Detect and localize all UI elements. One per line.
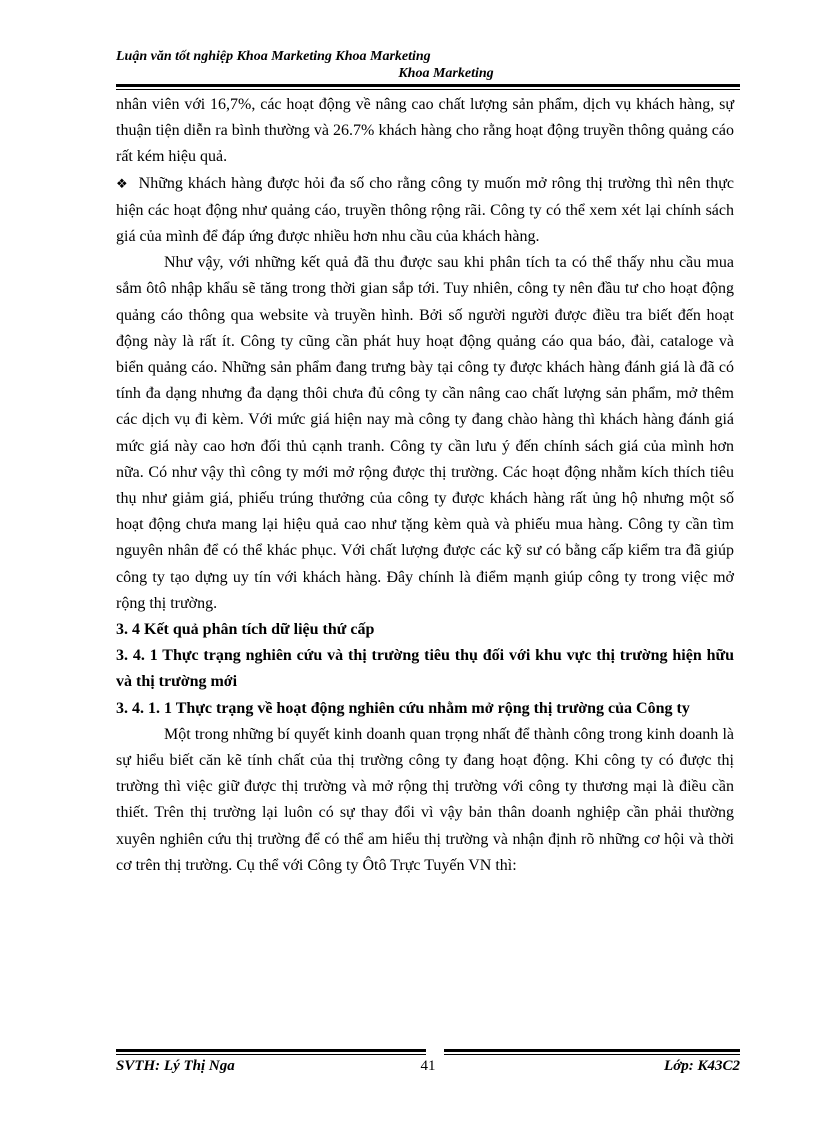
footer-rule-left [116,1049,426,1052]
diamond-bullet-icon: ❖ [116,176,129,192]
paragraph: nhân viên với 16,7%, các hoạt động về nâng cao chất lượng sản phẩm, dịch vụ khách hàng, sự thuận tiện diễn ra bình thường và 26.7% khách hàng cho rằng hoạt động truyền thông quảng cáo rất kém hiệu quả. [116,96,734,166]
subsubsection-heading: 3. 4. 1. 1 Thực trạng về hoạt động nghiên cứu nhằm mở rộng thị trường của Công ty [116,699,690,717]
footer-rule-right-thin [444,1054,740,1055]
paragraph: Như vậy, với những kết quả đã thu được sau khi phân tích ta có thể thấy nhu cầu mua sắm ôtô nhập khẩu sẽ tăng trong thời gian sắp tới. Tuy nhiên, công ty nên đầu tư cho hoạt động quảng cáo thông qua website và truyền hình. Bởi số người người được điều tra biết đến hoạt động này là rất ít. Công ty cũng cần phát huy hoạt động quảng cáo qua báo, đài, cataloge và biển quảng cáo. Những sản phẩm đang trưng bày tại công ty được khách hàng đánh giá là đã có tính đa dạng nhưng đa dạng thôi chưa đủ công ty cần nâng cao chất lượng sản phẩm, mở thêm các dịch vụ đi kèm. Với mức giá hiện nay mà công ty đang chào hàng thì khách hàng đánh giá mức giá này cao hơn đối thủ cạnh tranh. Công ty cần lưu ý đến chính sách giá của mình hơn nữa. Có như vậy thì công ty mới mở rộng được thị trường. Các hoạt động nhằm kích thích tiêu thụ như giảm giá, phiếu trúng thưởng của công ty được khách hàng rất ủng hộ nhưng một số hoạt động chưa mang lại hiệu quả cao như tặng kèm quà và phiếu mua hàng. Công ty cần tìm nguyên nhân để có thể khác phục. Với chất lượng được các kỹ sư có bằng cấp kiểm tra đã giúp công ty tạo dựng uy tín với khách hàng. Đây chính là điểm mạnh giúp công ty trong việc mở rộng thị trường. [116,254,734,612]
page-number: 41 [420,1058,436,1074]
header-rule-thick [116,84,740,87]
body-text [116,92,734,879]
section-heading: 3. 4 Kết quả phân tích dữ liệu thứ cấp [116,621,375,639]
header-rule-thin [116,89,740,90]
footer-author: SVTH: Lý Thị Nga [116,1058,235,1074]
bullet-paragraph [116,171,734,251]
header-line-1: Luận văn tốt nghiệp Khoa Marketing Khoa Marketing [116,49,431,64]
header-line-2: Khoa Marketing [398,66,494,81]
running-header [116,48,740,82]
footer-rule-left-thin [116,1054,426,1055]
footer-rule-right [444,1049,740,1052]
bullet-text: Những khách hàng được hỏi đa số cho rằng công ty muốn mở rông thị trường thì nên thực hiện các hoạt động như quảng cáo, truyền thông rộng rãi. Công ty có thể xem xét lại chính sách giá của mình để đáp ứng được nhiều hơn nhu cầu của khách hàng. [116,174,734,246]
footer-class: Lớp: K43C2 [664,1058,740,1074]
running-footer [116,1058,740,1078]
subsection-heading: 3. 4. 1 Thực trạng nghiên cứu và thị trường tiêu thụ đối với khu vực thị trường hiện hữu và thị trường mới [116,647,734,691]
paragraph: Một trong những bí quyết kinh doanh quan trọng nhất để thành công trong kinh doanh là sự hiểu biết căn kẽ tính chất của thị trường công ty đang hoạt động. Khi công ty có được thị trường thì việc giữ được thị trường và mở rộng thị trường với công ty thương mại là điều cần thiết. Trên thị trường lại luôn có sự thay đổi vì vậy bản thân doanh nghiệp cần phải thường xuyên nghiên cứu thị trường để có thể am hiểu thị trường và nhận định rõ những cơ hội và thời cơ trên thị trường. Cụ thể với Công ty Ôtô Trực Tuyến VN thì: [116,725,734,874]
